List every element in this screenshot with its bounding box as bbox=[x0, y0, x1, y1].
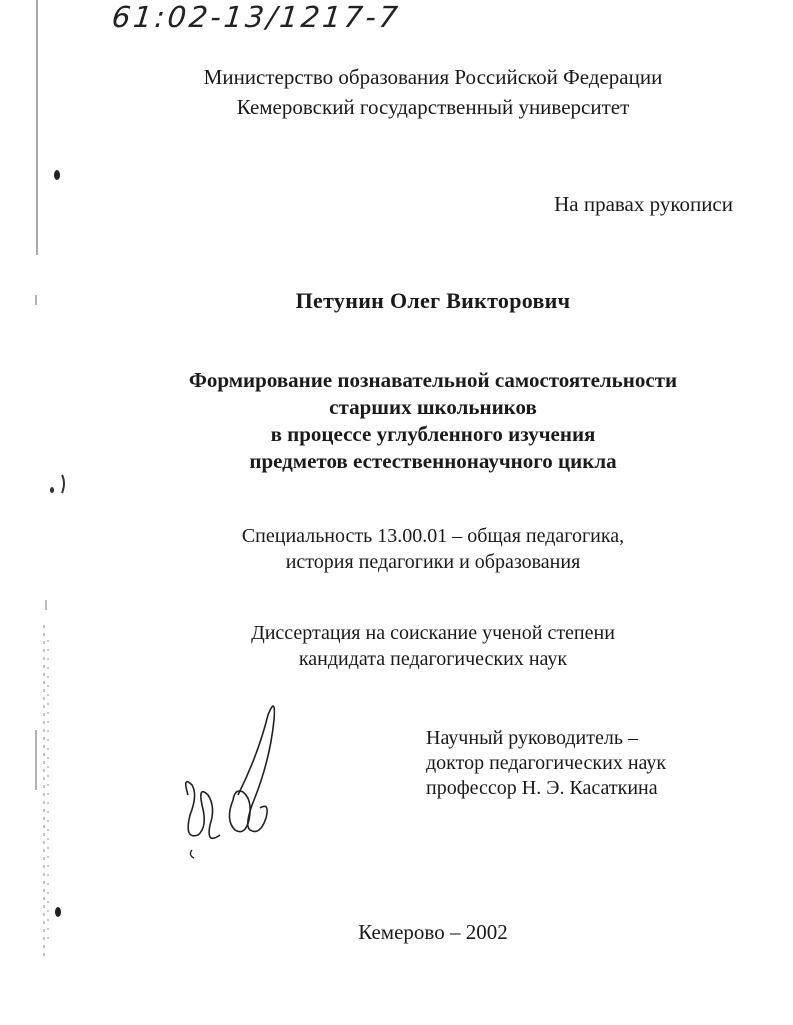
degree-block bbox=[0, 620, 793, 672]
title-line: старших школьников bbox=[329, 395, 537, 419]
ministry-name: Министерство образования Российской Федерации bbox=[203, 65, 663, 89]
title-line: в процессе углубленного изучения bbox=[270, 422, 596, 446]
archive-stamp-code: 61:02-13/1217-7 bbox=[110, 0, 403, 34]
manuscript-rights-note: На правах рукописи bbox=[554, 192, 733, 216]
city-year: Кемерово – 2002 bbox=[358, 920, 508, 944]
supervisor-block bbox=[426, 726, 666, 801]
specialty-line: Специальность 13.00.01 – общая педагогика, bbox=[241, 525, 625, 547]
specialty-line: история педагогики и образования bbox=[285, 551, 581, 573]
supervisor-line: Научный руководитель – bbox=[426, 727, 638, 749]
institution-header bbox=[0, 62, 793, 122]
supervisor-line: доктор педагогических наук bbox=[426, 752, 667, 774]
university-name: Кемеровский государственный университет bbox=[236, 95, 630, 119]
dissertation-title bbox=[0, 367, 793, 475]
title-line: предметов естественнонаучного цикла bbox=[249, 449, 617, 473]
handwritten-signature bbox=[178, 700, 298, 870]
degree-line: Диссертация на соискание ученой степени bbox=[251, 622, 615, 644]
title-line: Формирование познавательной самостоятельности bbox=[188, 368, 678, 392]
degree-line: кандидата педагогических наук bbox=[298, 648, 568, 670]
author-name: Петунин Олег Викторович bbox=[295, 288, 571, 313]
supervisor-line: профессор Н. Э. Касаткина bbox=[426, 777, 658, 799]
specialty-block bbox=[0, 523, 793, 575]
